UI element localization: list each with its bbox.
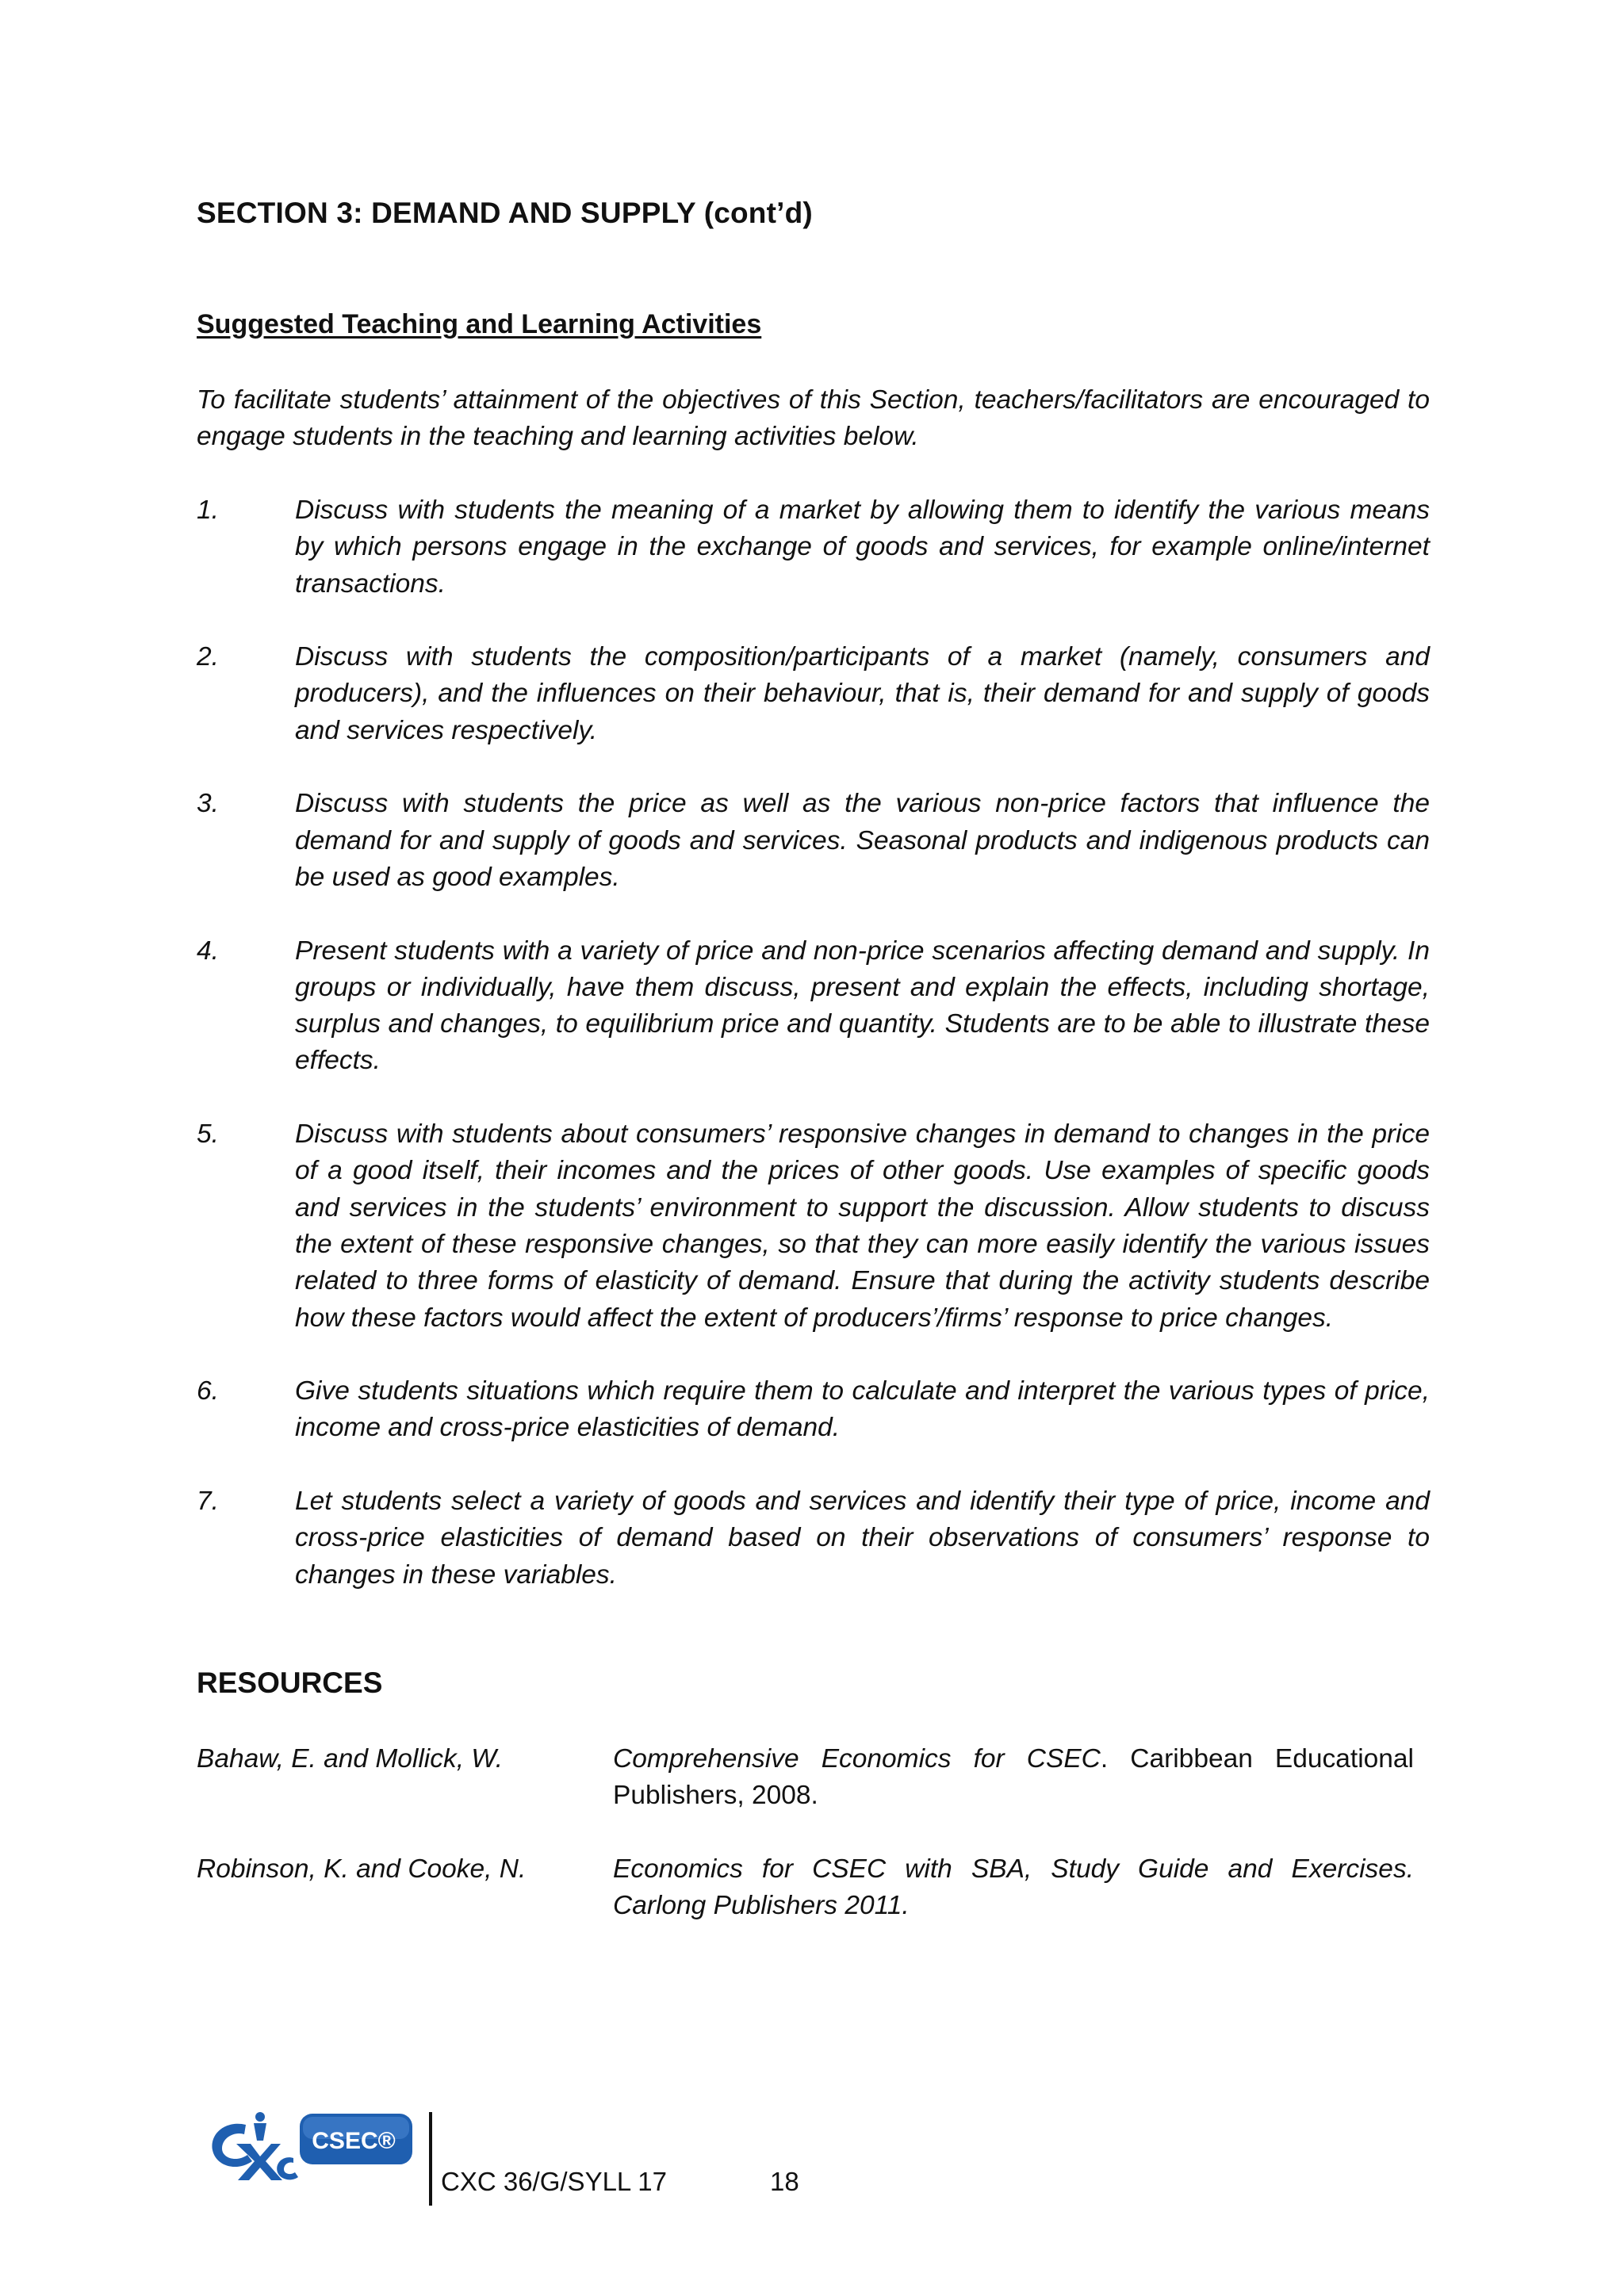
resource-book-title: Comprehensive Economics for CSEC: [613, 1744, 1101, 1774]
resource-author: Bahaw, E. and Mollick, W.: [197, 1744, 504, 1774]
activity-text: Discuss with students the price as well as the various non-price factors that influence the demand for and supply of goods and services. Seasonal products and indigenous products can be used as good examples.: [295, 789, 1430, 892]
footer-divider: [429, 2112, 432, 2206]
activity-item: [197, 492, 1430, 603]
cxc-csec-logo-icon: [205, 2109, 417, 2182]
activity-number: 5.: [197, 1119, 219, 1150]
activities-list: [197, 492, 1430, 1630]
activity-number: 4.: [197, 936, 219, 966]
csec-badge-text: CSEC®: [312, 2128, 396, 2154]
activity-number: 7.: [197, 1487, 219, 1517]
resource-reference: [613, 1851, 1414, 1925]
intro-paragraph: To facilitate students’ attainment of the objectives of this Section, teachers/facilitators are encouraged to engage students in the teaching and learning activities below.: [197, 385, 1430, 452]
activity-number: 3.: [197, 789, 219, 819]
page-number: 18: [770, 2167, 799, 2196]
section-title: SECTION 3: DEMAND AND SUPPLY (cont’d): [197, 197, 813, 229]
resource-author: Robinson, K. and Cooke, N.: [197, 1854, 527, 1884]
activity-number: 6.: [197, 1376, 219, 1406]
resource-reference: [613, 1741, 1414, 1815]
activity-number: 1.: [197, 496, 219, 525]
activity-text: Discuss with students the composition/participants of a market (namely, consumers and producers), and the influences on their behaviour, that is, their demand for and supply of goods and services respectively.: [295, 642, 1430, 745]
activity-item: [197, 639, 1430, 749]
resources-heading: RESOURCES: [197, 1667, 383, 1699]
resource-publisher: . Caribbean Educational Publishers, 2008.: [613, 1744, 1414, 1811]
activity-text: Present students with a variety of price and non-price scenarios affecting demand and supply. In groups or individually, have them discuss, present and explain the effects, including shortage, surplus and changes, to equilibrium price and quantity. Students are to be able to illustrate these effects.: [295, 936, 1430, 1076]
resource-book-title: Economics for CSEC with SBA, Study Guide and Exercises. Carlong Publishers 2011.: [613, 1854, 1414, 1921]
activity-text: Let students select a variety of goods and services and identify their type of price, income and cross-price elasticities of demand based on their observations of consumers’ response to changes in these variables.: [295, 1487, 1430, 1590]
syllabus-code: CXC 36/G/SYLL 17: [441, 2167, 667, 2196]
activity-number: 2.: [197, 642, 219, 672]
activity-text: Give students situations which require them to calculate and interpret the various types of price, income and cross-price elasticities of demand.: [295, 1376, 1430, 1443]
activity-text: Discuss with students about consumers’ responsive changes in demand to changes in the price of a good itself, their incomes and the prices of other goods. Use examples of specific goods and services in the students’ environment to support the discussion. Allow students to discuss the extent of these responsive changes, so that they can more easily identify the various issues related to three forms of elasticity of demand. Ensure that during the activity students describe how these factors would affect the extent of producers’/firms’ response to price changes.: [295, 1119, 1430, 1333]
activities-heading: Suggested Teaching and Learning Activities: [197, 309, 762, 339]
activity-text: Discuss with students the meaning of a market by allowing them to identify the various means by which persons engage in the exchange of goods and services, for example online/internet transactions.: [295, 496, 1430, 599]
activity-item: [197, 933, 1430, 1080]
activity-item: [197, 1116, 1430, 1337]
activity-item: [197, 1373, 1430, 1447]
activity-item: [197, 786, 1430, 896]
activity-item: [197, 1483, 1430, 1594]
